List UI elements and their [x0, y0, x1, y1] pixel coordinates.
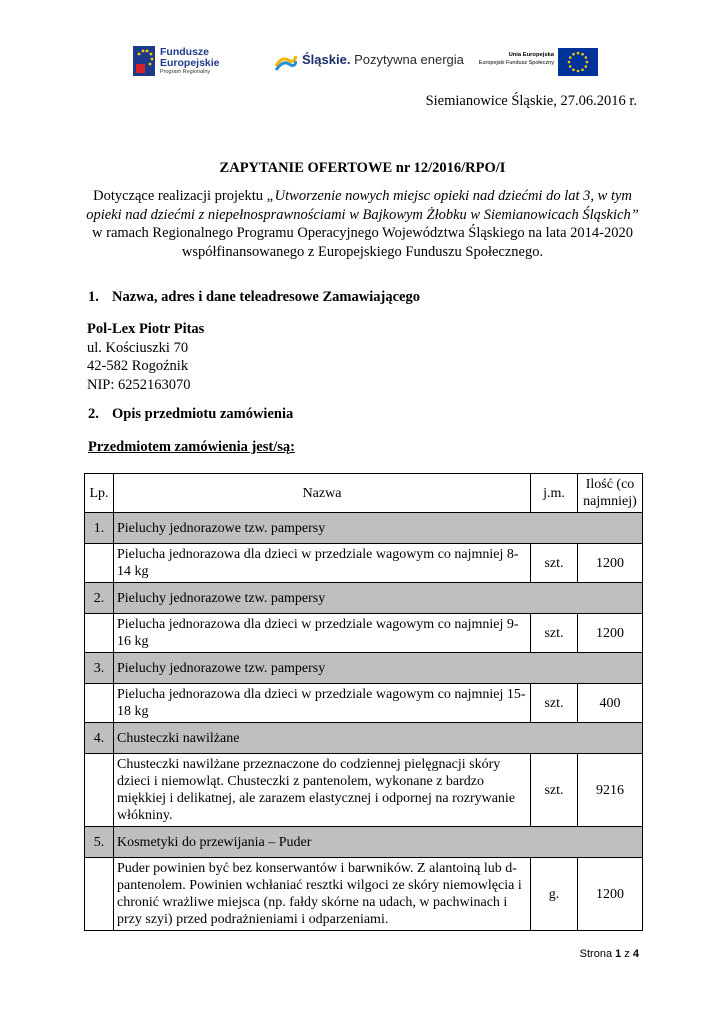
- category-name: Pieluchy jednorazowe tzw. pampersy: [114, 583, 643, 614]
- fe-star-icon: [133, 46, 155, 76]
- section-2-number: 2.: [88, 406, 99, 422]
- fe-line2: Europejskie: [160, 57, 220, 69]
- contractor-city: 42-582 Rogoźnik: [87, 358, 189, 374]
- table-row: [85, 858, 643, 931]
- item-description: Pielucha jednorazowa dla dzieci w przedziale wagowym co najmniej 9-16 kg: [114, 614, 531, 653]
- table-row: [85, 614, 643, 653]
- table-category-row: [85, 513, 643, 544]
- item-unit: szt.: [531, 614, 578, 653]
- header-lp: Lp.: [85, 474, 114, 513]
- item-lp-empty: [85, 858, 114, 931]
- item-qty: 1200: [578, 858, 643, 931]
- item-qty: 9216: [578, 754, 643, 827]
- item-unit: szt.: [531, 544, 578, 583]
- contractor-address: [87, 320, 204, 394]
- item-unit: szt.: [531, 754, 578, 827]
- header-name: Nazwa: [114, 474, 531, 513]
- category-lp: 1.: [85, 513, 114, 544]
- table-category-row: [85, 723, 643, 754]
- slaskie-rest-text: Pozytywna energia: [354, 52, 464, 67]
- fe-line1: Fundusze: [160, 46, 209, 58]
- item-description: Chusteczki nawilżane przeznaczone do codziennej pielęgnacji skóry dzieci i niemowląt. Chusteczki z pantenolem, wykonane z bardzo miękkiej i delikatnej, ale zarazem elastycznej i odpornej na rozrywanie włókniny.: [114, 754, 531, 827]
- contractor-nip: NIP: 6252163070: [87, 376, 191, 393]
- footer-total-pages: 4: [632, 948, 639, 960]
- table-category-row: [85, 653, 643, 684]
- item-lp-empty: [85, 684, 114, 723]
- table-category-row: [85, 827, 643, 858]
- section-1-heading: [88, 289, 420, 306]
- item-unit: g.: [531, 858, 578, 931]
- order-subheading: Przedmiotem zamówienia jest/są:: [88, 439, 295, 455]
- item-unit: szt.: [531, 684, 578, 723]
- eu-logo: [478, 48, 600, 78]
- table-category-row: [85, 583, 643, 614]
- header-logos: [0, 44, 725, 84]
- category-name: Pieluchy jednorazowe tzw. pampersy: [114, 653, 643, 684]
- intro-suffix: w ramach Regionalnego Programu Operacyjnego Województwa Śląskiego na lata 2014-2020 współfinansowanego z Europejskiego Funduszu Społecznego.: [92, 225, 633, 260]
- intro-prefix: Dotyczące realizacji projektu: [93, 188, 267, 204]
- item-description: Pielucha jednorazowa dla dzieci w przedziale wagowym co najmniej 8-14 kg: [114, 544, 531, 583]
- item-qty: 1200: [578, 544, 643, 583]
- table-header-row: [85, 474, 643, 513]
- category-lp: 3.: [85, 653, 114, 684]
- section-2-heading: [88, 406, 293, 423]
- intro-paragraph: [80, 187, 645, 261]
- contractor-name: Pol-Lex Piotr Pitas: [87, 321, 205, 337]
- slaskie-wave-icon: [275, 52, 297, 72]
- section-2-title: Opis przedmiotu zamówienia: [112, 406, 294, 422]
- item-lp-empty: [85, 544, 114, 583]
- table-row: [85, 754, 643, 827]
- item-description: Pielucha jednorazowa dla dzieci w przedziale wagowym co najmniej 15-18 kg: [114, 684, 531, 723]
- item-qty: 1200: [578, 614, 643, 653]
- slaskie-bold-text: Śląskie.: [302, 52, 351, 67]
- page-footer: [580, 948, 639, 960]
- table-row: [85, 544, 643, 583]
- eu-line2: Europejski Fundusz Społeczny: [478, 60, 554, 66]
- items-table: [84, 473, 643, 931]
- category-lp: 5.: [85, 827, 114, 858]
- header-qty: Ilość (co najmniej): [578, 474, 643, 513]
- eu-flag-icon: [558, 48, 598, 76]
- item-qty: 400: [578, 684, 643, 723]
- footer-page-number: 1: [615, 948, 622, 960]
- section-1-title: Nazwa, adres i dane teleadresowe Zamawiającego: [112, 289, 420, 305]
- category-name: Pieluchy jednorazowe tzw. pampersy: [114, 513, 643, 544]
- document-title: ZAPYTANIE OFERTOWE nr 12/2016/RPO/I: [219, 160, 506, 176]
- table-row: [85, 684, 643, 723]
- header-unit: j.m.: [531, 474, 578, 513]
- section-1-number: 1.: [88, 289, 99, 305]
- item-lp-empty: [85, 754, 114, 827]
- item-description: Puder powinien być bez konserwantów i barwników. Z alantoiną lub d-pantenolem. Powinien wchłaniać resztki wilgoci ze skóry niemowlęcia i chronić wrażliwe miejsca (np. fałdy skórne na udach, w pachwinach i przy szyi) przed podrażnieniami i odparzeniami.: [114, 858, 531, 931]
- intro-project-name: „Utworzenie nowych miejsc opieki nad dziećmi do lat 3, w tym opieki nad dziećmi z niepełnosprawnościami w Bajkowym Żłobku w Siemianowicach Śląskich”: [86, 188, 639, 223]
- contractor-street: ul. Kościuszki 70: [87, 339, 189, 356]
- category-name: Chusteczki nawilżane: [114, 723, 643, 754]
- footer-prefix: Strona: [579, 948, 616, 960]
- footer-middle: z: [621, 948, 633, 960]
- fe-line3: Program Regionalny: [160, 69, 211, 75]
- eu-line1: Unia Europejska: [508, 52, 554, 58]
- fundusze-europejskie-logo: [133, 44, 243, 80]
- item-lp-empty: [85, 614, 114, 653]
- document-date: Siemianowice Śląskie, 27.06.2016 r.: [425, 93, 637, 109]
- category-lp: 2.: [85, 583, 114, 614]
- category-name: Kosmetyki do przewijania – Puder: [114, 827, 643, 858]
- category-lp: 4.: [85, 723, 114, 754]
